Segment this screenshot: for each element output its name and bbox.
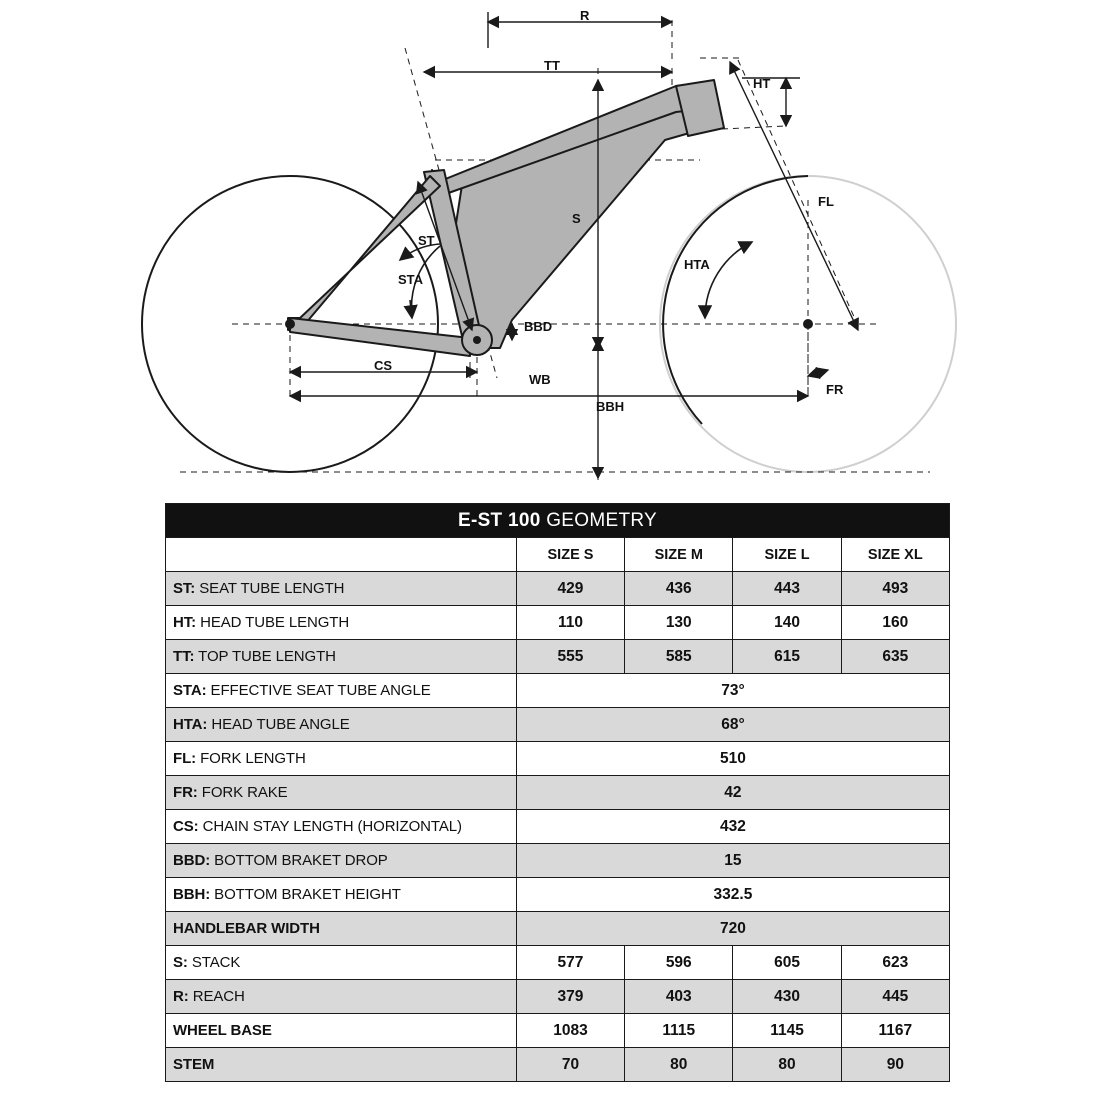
table-row bbox=[166, 1048, 950, 1082]
geometry-table bbox=[165, 503, 950, 1082]
row-label-r bbox=[166, 980, 517, 1014]
row-name-sta: EFFECTIVE SEAT TUBE ANGLE bbox=[206, 682, 431, 699]
table-title-cell bbox=[166, 504, 950, 538]
row-name-bbh: BOTTOM BRAKET HEIGHT bbox=[210, 886, 401, 903]
table-title-row bbox=[166, 504, 950, 538]
cell-r-m: 403 bbox=[625, 980, 733, 1014]
label-HT: HT bbox=[753, 76, 771, 91]
cell-tt-l: 615 bbox=[733, 640, 841, 674]
row-label-fr bbox=[166, 776, 517, 810]
cell-r-xl: 445 bbox=[841, 980, 949, 1014]
label-ST: ST bbox=[418, 233, 435, 248]
row-label-handlebar-width: HANDLEBAR WIDTH bbox=[166, 912, 517, 946]
cell-s-m: 596 bbox=[625, 946, 733, 980]
row-name-r: REACH bbox=[188, 988, 245, 1005]
cell-stem-s: 70 bbox=[516, 1048, 624, 1082]
cell-wb-m: 1115 bbox=[625, 1014, 733, 1048]
label-TT: TT bbox=[544, 58, 560, 73]
cell-ht-m: 130 bbox=[625, 606, 733, 640]
label-STA: STA bbox=[398, 272, 424, 287]
cell-cs-all: 432 bbox=[516, 810, 949, 844]
row-label-ht bbox=[166, 606, 517, 640]
row-name-tt: TOP TUBE LENGTH bbox=[194, 648, 336, 665]
cell-bbd-all: 15 bbox=[516, 844, 949, 878]
cell-handlebar-width-all: 720 bbox=[516, 912, 949, 946]
table-title-suffix: GEOMETRY bbox=[540, 509, 658, 531]
row-code-tt: TT: bbox=[173, 648, 195, 665]
row-label-wheel-base: WHEEL BASE bbox=[166, 1014, 517, 1048]
cell-fr-all: 42 bbox=[516, 776, 949, 810]
cell-stem-l: 80 bbox=[733, 1048, 841, 1082]
row-code-fl: FL: bbox=[173, 750, 197, 767]
table-row bbox=[166, 810, 950, 844]
header-size-xl: SIZE XL bbox=[841, 538, 949, 572]
cell-tt-m: 585 bbox=[625, 640, 733, 674]
row-code-s: S: bbox=[173, 954, 188, 971]
table-row bbox=[166, 708, 950, 742]
bike-geometry-diagram bbox=[0, 0, 1100, 500]
table-row bbox=[166, 946, 950, 980]
label-BBH: BBH bbox=[596, 399, 625, 414]
label-CS: CS bbox=[374, 358, 393, 373]
table-row bbox=[166, 1014, 950, 1048]
cell-wb-xl: 1167 bbox=[841, 1014, 949, 1048]
row-code-fr: FR: bbox=[173, 784, 198, 801]
label-HTA: HTA bbox=[684, 257, 710, 272]
header-size-m: SIZE M bbox=[625, 538, 733, 572]
header-size-s: SIZE S bbox=[516, 538, 624, 572]
table-row bbox=[166, 912, 950, 946]
row-label-st bbox=[166, 572, 517, 606]
table-row bbox=[166, 640, 950, 674]
row-label-fl bbox=[166, 742, 517, 776]
cell-st-xl: 493 bbox=[841, 572, 949, 606]
geometry-table-container bbox=[165, 503, 950, 1082]
header-blank bbox=[166, 538, 517, 572]
row-name-st: SEAT TUBE LENGTH bbox=[195, 580, 345, 597]
row-name-hta: HEAD TUBE ANGLE bbox=[207, 716, 350, 733]
label-FL: FL bbox=[818, 194, 834, 209]
row-label-cs bbox=[166, 810, 517, 844]
row-code-st: ST: bbox=[173, 580, 196, 597]
cell-st-m: 436 bbox=[625, 572, 733, 606]
bike-frame-illustration bbox=[285, 80, 813, 356]
row-label-sta bbox=[166, 674, 517, 708]
header-size-l: SIZE L bbox=[733, 538, 841, 572]
row-name-fl: FORK LENGTH bbox=[196, 750, 306, 767]
table-row bbox=[166, 878, 950, 912]
table-row bbox=[166, 572, 950, 606]
row-code-hta: HTA: bbox=[173, 716, 208, 733]
cell-tt-s: 555 bbox=[516, 640, 624, 674]
row-label-s bbox=[166, 946, 517, 980]
row-code-bbd: BBD: bbox=[173, 852, 211, 869]
cell-r-l: 430 bbox=[733, 980, 841, 1014]
cell-st-l: 443 bbox=[733, 572, 841, 606]
table-header-row bbox=[166, 538, 950, 572]
cell-st-s: 429 bbox=[516, 572, 624, 606]
cell-fl-all: 510 bbox=[516, 742, 949, 776]
cell-s-xl: 623 bbox=[841, 946, 949, 980]
cell-bbh-all: 332.5 bbox=[516, 878, 949, 912]
row-code-ht: HT: bbox=[173, 614, 197, 631]
cell-tt-xl: 635 bbox=[841, 640, 949, 674]
row-name-fr: FORK RAKE bbox=[197, 784, 288, 801]
row-name-ht: HEAD TUBE LENGTH bbox=[196, 614, 350, 631]
row-label-hta bbox=[166, 708, 517, 742]
cell-sta-all: 73° bbox=[516, 674, 949, 708]
cell-r-s: 379 bbox=[516, 980, 624, 1014]
row-label-bbd bbox=[166, 844, 517, 878]
cell-ht-xl: 160 bbox=[841, 606, 949, 640]
table-row bbox=[166, 606, 950, 640]
label-S: S bbox=[572, 211, 581, 226]
table-row bbox=[166, 776, 950, 810]
cell-s-s: 577 bbox=[516, 946, 624, 980]
label-FR: FR bbox=[826, 382, 844, 397]
cell-ht-s: 110 bbox=[516, 606, 624, 640]
cell-stem-xl: 90 bbox=[841, 1048, 949, 1082]
label-WB: WB bbox=[529, 372, 551, 387]
row-label-bbh bbox=[166, 878, 517, 912]
row-name-cs: CHAIN STAY LENGTH (HORIZONTAL) bbox=[198, 818, 462, 835]
cell-wb-l: 1145 bbox=[733, 1014, 841, 1048]
table-row bbox=[166, 980, 950, 1014]
row-code-cs: CS: bbox=[173, 818, 199, 835]
row-code-sta: STA: bbox=[173, 682, 207, 699]
label-BBD: BBD bbox=[524, 319, 553, 334]
cell-stem-m: 80 bbox=[625, 1048, 733, 1082]
table-row bbox=[166, 742, 950, 776]
cell-s-l: 605 bbox=[733, 946, 841, 980]
cell-wb-s: 1083 bbox=[516, 1014, 624, 1048]
table-row bbox=[166, 844, 950, 878]
table-row bbox=[166, 674, 950, 708]
row-name-bbd: BOTTOM BRAKET DROP bbox=[210, 852, 388, 869]
row-name-s: STACK bbox=[187, 954, 241, 971]
table-title-model: E-ST 100 bbox=[457, 509, 541, 531]
cell-hta-all: 68° bbox=[516, 708, 949, 742]
label-R: R bbox=[580, 8, 590, 23]
row-code-r: R: bbox=[173, 988, 189, 1005]
row-code-bbh: BBH: bbox=[173, 886, 211, 903]
row-label-tt bbox=[166, 640, 517, 674]
row-label-stem: STEM bbox=[166, 1048, 517, 1082]
cell-ht-l: 140 bbox=[733, 606, 841, 640]
